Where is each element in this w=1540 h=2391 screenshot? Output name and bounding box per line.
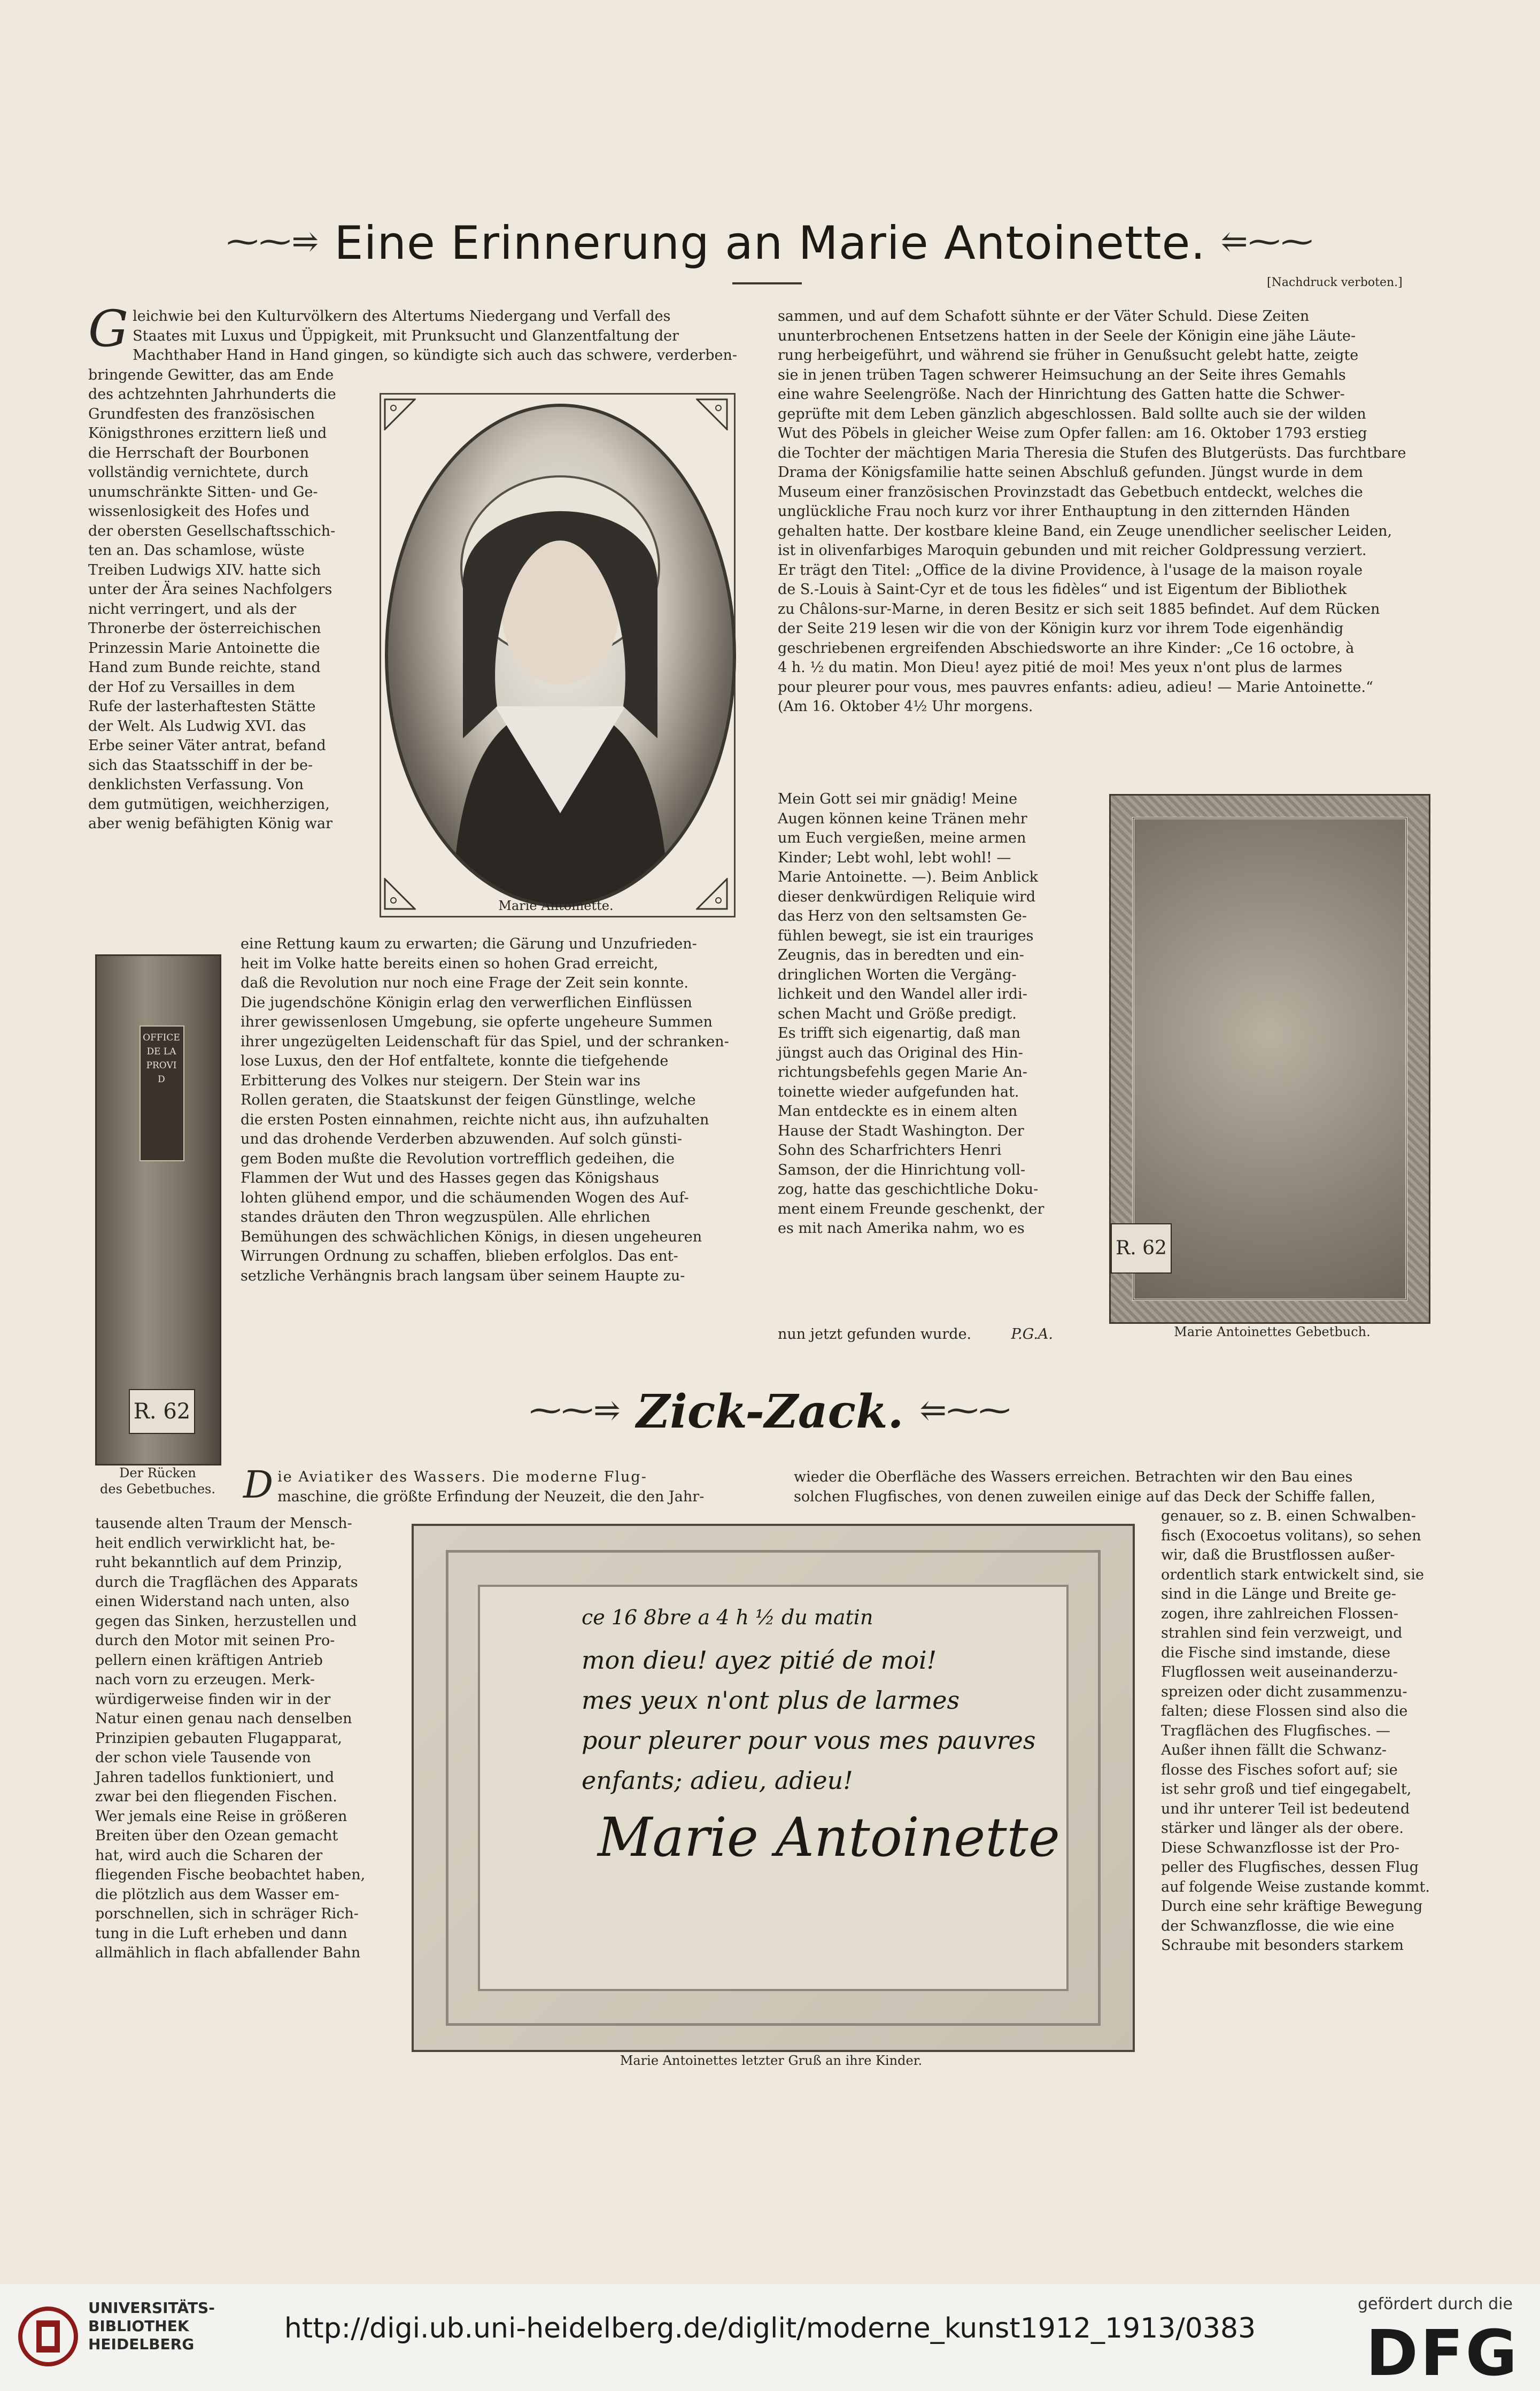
text-line: sie in jenen trüben Tagen schwerer Heimsuchung an der Seite ihres Gemahls — [778, 366, 1346, 383]
spine-shelf-label: R. 62 — [129, 1389, 195, 1434]
text-line-content: wissenlosigkeit des Hofes und — [88, 503, 309, 520]
text-line: der schon viele Tausende von — [95, 1749, 311, 1766]
text-line: flosse des Fisches sofort auf; sie — [1161, 1761, 1398, 1778]
text-line-content: Thronerbe der österreichischen — [88, 620, 321, 637]
text-line: lohten glühend empor, und die schäumenden Wogen des Auf- — [241, 1189, 689, 1206]
article1-right-narrow-column — [778, 790, 1064, 1239]
text-line: richtungsbefehls gegen Marie An- — [778, 1064, 1027, 1081]
text-line-content: leichwie bei den Kulturvölkern des Altertums Niedergang und Verfall des — [133, 308, 671, 325]
ornament-corner-icon — [696, 878, 728, 910]
text-line — [88, 814, 369, 834]
portrait-caption: Marie Antoinette. — [498, 898, 614, 913]
text-line — [88, 795, 369, 815]
text-line-content: der Welt. Als Ludwig XVI. das — [88, 718, 306, 735]
text-line: der Schwanzflosse, die wie eine — [1161, 1917, 1395, 1934]
text-line: (Am 16. Oktober 4½ Uhr morgens. — [778, 698, 1033, 715]
text-line — [88, 619, 369, 639]
text-line-content: Rufe der lasterhaftesten Stätte — [88, 698, 316, 715]
text-line — [88, 522, 369, 542]
text-line: falten; diese Flossen sind also die — [1161, 1703, 1408, 1719]
text-line: geschriebenen ergreifenden Abschiedsworte an ihre Kinder: „Ce 16 octobre, à — [778, 639, 1355, 657]
text-line: nach vorn zu erzeugen. Merk- — [95, 1671, 315, 1688]
text-line: heit im Volke hatte bereits einen so hohen Grad erreicht, — [241, 955, 659, 972]
text-line: fisch (Exocoetus volitans), so sehen — [1161, 1527, 1421, 1544]
text-line — [88, 366, 369, 385]
spine-caption: Der Rücken des Gebetbuches. — [100, 1466, 215, 1497]
left-flourish-icon: ⁓⁓⥤ — [529, 1392, 621, 1429]
text-line-content: bringende Gewitter, das am Ende — [88, 366, 334, 383]
text-line: ununterbrochenen Entsetzens hatten in der Seele der Königin eine jähe Läute- — [778, 327, 1356, 344]
text-line: Kinder; Lebt wohl, lebt wohl! — — [778, 849, 1011, 866]
zickzack-title-text: Zick-Zack. — [636, 1385, 904, 1439]
ornament-corner-icon — [696, 398, 728, 430]
text-line: Prinzipien gebauten Flugapparat, — [95, 1730, 342, 1747]
text-line: Marie Antoinette. —). Beim Anblick — [778, 869, 1038, 885]
text-line-content: ten an. Das schamlose, wüste — [88, 542, 305, 559]
library-name: UNIVERSITÄTS- BIBLIOTHEK HEIDELBERG — [88, 2299, 215, 2353]
text-line: eine Rettung kaum zu erwarten; die Gärung und Unzufrieden- — [241, 936, 697, 952]
article2-right-column — [1161, 1507, 1446, 1956]
text-line: es mit nach Amerika nahm, wo es — [778, 1220, 1025, 1237]
handwriting-line: mes yeux n'ont plus de larmes — [582, 1686, 960, 1715]
text-line: Samson, der die Hinrichtung voll- — [778, 1161, 1026, 1178]
text-line-content: Staates mit Luxus und Üppigkeit, mit Prunksucht und Glanzentfaltung der — [133, 327, 679, 344]
text-line-content: Königsthrones erzittern ließ und — [88, 425, 327, 442]
right-flourish-icon: ⥢⁓⁓ — [919, 1392, 1011, 1429]
prayerbook-shelf-label: R. 62 — [1111, 1223, 1172, 1274]
text-line: die ersten Posten einnahmen, reichte nicht aus, ihn aufzuhalten — [241, 1111, 709, 1128]
text-line: gehalten hatte. Der kostbare kleine Band, ein Zeuge unendlicher seelischer Leiden, — [778, 522, 1392, 539]
text-line-content: Machthaber Hand in Hand gingen, so kündigte sich auch das schwere, verderben- — [133, 347, 737, 364]
prayerbook-cover-ornament — [1132, 817, 1407, 1301]
text-line: und das drohende Verderben abzuwenden. Auf solch günsti- — [241, 1131, 682, 1147]
text-line — [88, 385, 369, 405]
text-line — [88, 658, 369, 678]
ornament-corner-icon — [384, 398, 416, 430]
text-line: Außer ihnen fällt die Schwanz- — [1161, 1742, 1387, 1758]
text-line: 4 h. ½ du matin. Mon Dieu! ayez pitié de moi! Mes yeux n'ont plus de larmes — [778, 659, 1342, 676]
handwriting-line: mon dieu! ayez pitié de moi! — [582, 1646, 937, 1675]
text-line: ist sehr groß und tief eingegabelt, — [1161, 1781, 1412, 1798]
text-line-content: Treiben Ludwigs XIV. hatte sich — [88, 561, 321, 579]
article1-middle-column — [241, 935, 748, 1286]
text-line-content: unumschränkte Sitten- und Ge- — [88, 483, 318, 500]
text-line: heit endlich verwirklicht hat, be- — [95, 1534, 335, 1552]
text-line: Durch eine sehr kräftige Bewegung — [1161, 1898, 1423, 1915]
text-line — [88, 775, 369, 795]
text-line — [88, 346, 746, 366]
text-line — [88, 463, 369, 483]
text-line: stärker und länger als der obere. — [1161, 1820, 1404, 1837]
text-line — [88, 405, 369, 425]
text-line: Wer jemals eine Reise in größeren — [95, 1808, 347, 1825]
text-line: Wirrungen Ordnung zu schaffen, blieben erfolglos. Das ent- — [241, 1248, 678, 1264]
text-line: pellern einen kräftigen Antrieb — [95, 1652, 323, 1669]
text-line: die Fische sind imstande, diese — [1161, 1644, 1391, 1661]
text-line: toinette wieder aufgefunden hat. — [778, 1083, 1019, 1100]
text-line — [88, 678, 369, 698]
text-line: gegen das Sinken, herzustellen und — [95, 1613, 357, 1630]
text-line-content: dem gutmütigen, weichherzigen, — [88, 796, 330, 813]
text-line: durch die Tragflächen des Apparats — [95, 1574, 358, 1591]
text-line: zu Châlons-sur-Marne, in deren Besitz er sich seit 1885 befindet. Auf dem Rücken — [778, 600, 1380, 618]
text-line: ordentlich stark entwickelt sind, sie — [1161, 1566, 1424, 1583]
text-line: Bemühungen des schwächlichen Königs, in diesen ungeheuren — [241, 1228, 702, 1245]
text-line: porschnellen, sich in schräger Rich- — [95, 1906, 359, 1922]
text-line-content: Grundfesten des französischen — [88, 405, 315, 422]
article1-dropcap: G — [88, 300, 129, 358]
text-line: Tragflächen des Flugfisches. — — [1161, 1722, 1390, 1739]
text-line — [88, 444, 369, 464]
dfg-logo: DFG — [1366, 2316, 1520, 2390]
text-line — [88, 541, 369, 561]
text-line: ihrer gewissenlosen Umgebung, sie opferte ungeheure Summen — [241, 1014, 713, 1030]
text-line: zog, hatte das geschichtliche Doku- — [778, 1181, 1039, 1198]
text-line-content: sich das Staatsschiff in der be- — [88, 757, 313, 774]
text-line: lose Luxus, den der Hof entfaltete, konnte die tiefgehende — [241, 1053, 669, 1069]
prayerbook-image — [1109, 794, 1430, 1324]
text-line: allmählich in flach abfallender Bahn — [95, 1945, 361, 1961]
text-line — [88, 561, 369, 581]
text-line: und ihr unterer Teil ist bedeutend — [1161, 1800, 1410, 1817]
text-line: dringlichen Worten die Vergäng- — [778, 966, 1017, 983]
text-line: Museum einer französischen Provinzstadt das Gebetbuch entdeckt, welches die — [778, 483, 1363, 500]
text-line: Schraube mit besonders starkem — [1161, 1937, 1404, 1954]
text-line: Flammen der Wut und des Hasses gegen das Königshaus — [241, 1170, 659, 1186]
text-line: hat, wird auch die Scharen der — [95, 1847, 323, 1864]
text-line: spreizen oder dicht zusammenzu- — [1161, 1683, 1407, 1700]
text-line: wir, daß die Brustflossen außer- — [1161, 1547, 1395, 1563]
text-line-content: denklichsten Verfassung. Von — [88, 776, 304, 793]
text-line: der Seite 219 lesen wir die von der Königin kurz vor ihrem Tode eigenhändig — [778, 620, 1344, 637]
text-line-content: nicht verringert, und als der — [88, 600, 297, 618]
text-line-content: der obersten Gesellschaftsschich- — [88, 522, 336, 539]
author-signature: P.G.A. — [1011, 1326, 1053, 1343]
text-line: Zeugnis, das in beredten und ein- — [778, 947, 1024, 963]
text-line: Die jugendschöne Königin erlag den verwerflichen Einflüssen — [241, 994, 692, 1011]
text-line: sind in die Länge und Breite ge- — [1161, 1586, 1396, 1602]
last-line-text: nun jetzt gefunden wurde. — [778, 1326, 972, 1343]
text-line: die plötzlich aus dem Wasser em- — [95, 1886, 339, 1903]
text-line-content: Hand zum Bunde reichte, stand — [88, 659, 321, 676]
text-line: rung herbeigeführt, und während sie früher in Genußsucht gelebt hatte, zeigte — [778, 347, 1359, 364]
article-title-text: Eine Erinnerung an Marie Antoinette. — [334, 217, 1206, 270]
text-line-content: des achtzehnten Jahrhunderts die — [88, 386, 336, 403]
text-line: ihrer ungezügelten Leidenschaft für das Spiel, und der schranken- — [241, 1033, 729, 1050]
ornament-corner-icon — [384, 878, 416, 910]
text-line: solchen Flugfisches, von denen zuweilen einige auf das Deck der Schiffe fallen, — [794, 1488, 1376, 1505]
text-line — [88, 424, 369, 444]
article1-right-column — [778, 307, 1435, 717]
text-line: würdigerweise finden wir in der — [95, 1691, 331, 1708]
text-line: Diese Schwanzflosse ist der Pro- — [1161, 1839, 1400, 1856]
text-line: pour pleurer pour vous, mes pauvres enfants: adieu, adieu! — Marie Antoinette.“ — [778, 678, 1373, 696]
text-line: das Herz von den seltsamsten Ge- — [778, 908, 1027, 924]
text-line: Augen können keine Tränen mehr — [778, 810, 1027, 827]
article2-right-top — [794, 1468, 1446, 1507]
article2-dropcap: D — [243, 1463, 274, 1507]
text-line: tausende alten Traum der Mensch- — [95, 1515, 352, 1532]
text-line: Drama der Königsfamilie hatte seinen Abschluß gefunden. Jüngst wurde in dem — [778, 464, 1363, 481]
article2-intro — [243, 1463, 756, 1507]
funded-by-text: gefördert durch die — [1358, 2295, 1513, 2313]
text-line: Natur einen genau nach denselben — [95, 1710, 352, 1727]
text-line: Mein Gott sei mir gnädig! Meine — [778, 791, 1018, 807]
text-line: tung in die Luft erheben und dann — [95, 1925, 347, 1942]
text-line: genauer, so z. B. einen Schwalben- — [1161, 1508, 1416, 1524]
text-line — [88, 736, 369, 756]
text-line: die Tochter der mächtigen Maria Theresia die Stufen des Blutgerüsts. Das furchtbare — [778, 444, 1406, 461]
text-line: unglückliche Frau noch kurz vor ihrer Enthauptung in den zitternden Händen — [778, 503, 1350, 520]
text-line-content: aber wenig befähigten König war — [88, 815, 332, 832]
article-title — [0, 217, 1540, 270]
text-line: dieser denkwürdigen Reliquie wird — [778, 888, 1036, 905]
text-line — [88, 717, 369, 737]
text-line: durch den Motor mit seinen Pro- — [95, 1632, 335, 1649]
handwriting-line: enfants; adieu, adieu! — [582, 1766, 853, 1795]
text-line: Breiten über den Ozean gemacht — [95, 1827, 338, 1844]
letter-image — [412, 1524, 1135, 2052]
text-line: ist in olivenfarbiges Maroquin gebunden und mit reicher Goldpressung verziert. — [778, 542, 1367, 559]
text-line: daß die Revolution nur noch eine Frage der Zeit sein konnte. — [241, 975, 688, 991]
text-line: eine wahre Seelengröße. Nach der Hinrichtung des Gatten hatte die Schwer- — [778, 386, 1345, 403]
text-line — [88, 483, 369, 503]
text-line: fühlen bewegt, sie ist ein trauriges — [778, 927, 1034, 944]
text-line — [88, 502, 369, 522]
text-line-content: Prinzessin Marie Antoinette die — [88, 639, 320, 657]
text-line — [88, 697, 369, 717]
handwriting-line: ce 16 8bre a 4 h ½ du matin — [582, 1606, 873, 1629]
portrait-image — [385, 404, 736, 907]
text-line: Wut des Pöbels in gleicher Weise zum Opfer fallen: am 16. Oktober 1793 erstieg — [778, 425, 1367, 442]
spine-title: OFFICE DE LA PROVID — [143, 1032, 180, 1085]
text-line: Flugflossen weit auseinanderzu- — [1161, 1664, 1398, 1680]
text-line: gem Boden mußte die Revolution vortrefflich gedeihen, die — [241, 1150, 675, 1167]
text-line: Man entdeckte es in einem alten — [778, 1103, 1018, 1120]
text-line: fliegenden Fische beobachtet haben, — [95, 1866, 366, 1883]
text-line: einen Widerstand nach unten, also — [95, 1593, 350, 1610]
text-line: Jahren tadellos funktioniert, und — [95, 1769, 335, 1786]
text-line: um Euch vergießen, meine armen — [778, 830, 1026, 846]
text-line: zogen, ihre zahlreichen Flossen- — [1161, 1605, 1398, 1622]
reprint-note: [Nachdruck verboten.] — [1267, 276, 1403, 289]
text-line — [88, 639, 369, 659]
source-url[interactable]: http://digi.ub.uni-heidelberg.de/diglit/moderne_kunst1912_1913/0383 — [284, 2312, 1256, 2344]
text-line: Rollen geraten, die Staatskunst der feigen Günstlinge, welche — [241, 1092, 696, 1108]
title-rule — [732, 282, 802, 284]
right-flourish-icon: ⥢⁓⁓ — [1221, 223, 1314, 260]
letter-caption: Marie Antoinettes letzter Gruß an ihre Kinder. — [620, 2053, 923, 2068]
text-line: ment einem Freunde geschenkt, der — [778, 1200, 1044, 1217]
text-line: Erbitterung des Volkes nur steigern. Der Stein war ins — [241, 1072, 641, 1089]
prayerbook-caption: Marie Antoinettes Gebetbuch. — [1174, 1324, 1371, 1339]
text-line: strahlen sind fein verzweigt, und — [1161, 1625, 1403, 1641]
text-line-content: der Hof zu Versailles in dem — [88, 678, 295, 696]
text-line-content: die Herrschaft der Bourbonen — [88, 444, 309, 461]
text-line: lichkeit und den Wandel aller irdi- — [778, 986, 1027, 1002]
text-line-content: vollständig vernichtete, durch — [88, 464, 309, 481]
handwriting-signature: Marie Antoinette — [598, 1806, 1060, 1869]
text-line: standes dräuten den Thron wegzuspülen. Alle ehrlichen — [241, 1209, 651, 1225]
left-flourish-icon: ⁓⁓⥤ — [226, 223, 319, 260]
article2-left-column — [95, 1514, 381, 1963]
zickzack-title — [0, 1385, 1540, 1439]
text-line-content: Erbe seiner Väter antrat, befand — [88, 737, 326, 754]
text-line: peller des Flugfisches, dessen Flug — [1161, 1859, 1419, 1876]
article1-last-line — [778, 1325, 1064, 1345]
text-line: jüngst auch das Original des Hin- — [778, 1044, 1023, 1061]
text-line: setzliche Verhängnis brach langsam über seinem Haupte zu- — [241, 1267, 685, 1284]
text-line: sammen, und auf dem Schafott sühnte er der Väter Schuld. Diese Zeiten — [778, 308, 1310, 325]
text-line — [88, 600, 369, 620]
text-line: zwar bei den fliegenden Fischen. — [95, 1788, 337, 1805]
text-line — [88, 756, 369, 776]
article2-intro-line1: ie Aviatiker des Wassers. Die moderne Flug- — [277, 1469, 647, 1485]
text-line: Es trifft sich eigenartig, daß man — [778, 1025, 1021, 1042]
text-line: geprüfte mit dem Leben gänzlich abgeschlossen. Bald sollte auch sie der wilden — [778, 405, 1366, 422]
text-line: schen Macht und Größe predigt. — [778, 1005, 1017, 1022]
text-line: auf folgende Weise zustande kommt. — [1161, 1878, 1430, 1895]
text-line-content: unter der Ära seines Nachfolgers — [88, 581, 332, 598]
article2-intro-line2: maschine, die größte Erfindung der Neuzeit, die den Jahr- — [277, 1488, 705, 1505]
text-line — [88, 327, 746, 346]
footer-bar — [0, 2284, 1540, 2391]
letter-inner-frame — [478, 1585, 1069, 1991]
text-line: wieder die Oberfläche des Wassers erreichen. Betrachten wir den Bau eines — [794, 1469, 1353, 1485]
text-line — [88, 580, 369, 600]
handwriting-line: pour pleurer pour vous mes pauvres — [582, 1726, 1036, 1755]
portrait-figure-icon — [388, 407, 733, 904]
text-line: Er trägt den Titel: „Office de la divine Providence, à l'usage de la maison royale — [778, 561, 1363, 579]
text-line: ruht bekanntlich auf dem Prinzip, — [95, 1554, 343, 1571]
text-line: de S.-Louis à Saint-Cyr et de tous les fidèles“ und ist Eigentum der Bibliothek — [778, 581, 1347, 598]
text-line: Hause der Stadt Washington. Der — [778, 1122, 1024, 1139]
text-line: Sohn des Scharfrichters Henri — [778, 1142, 1002, 1159]
